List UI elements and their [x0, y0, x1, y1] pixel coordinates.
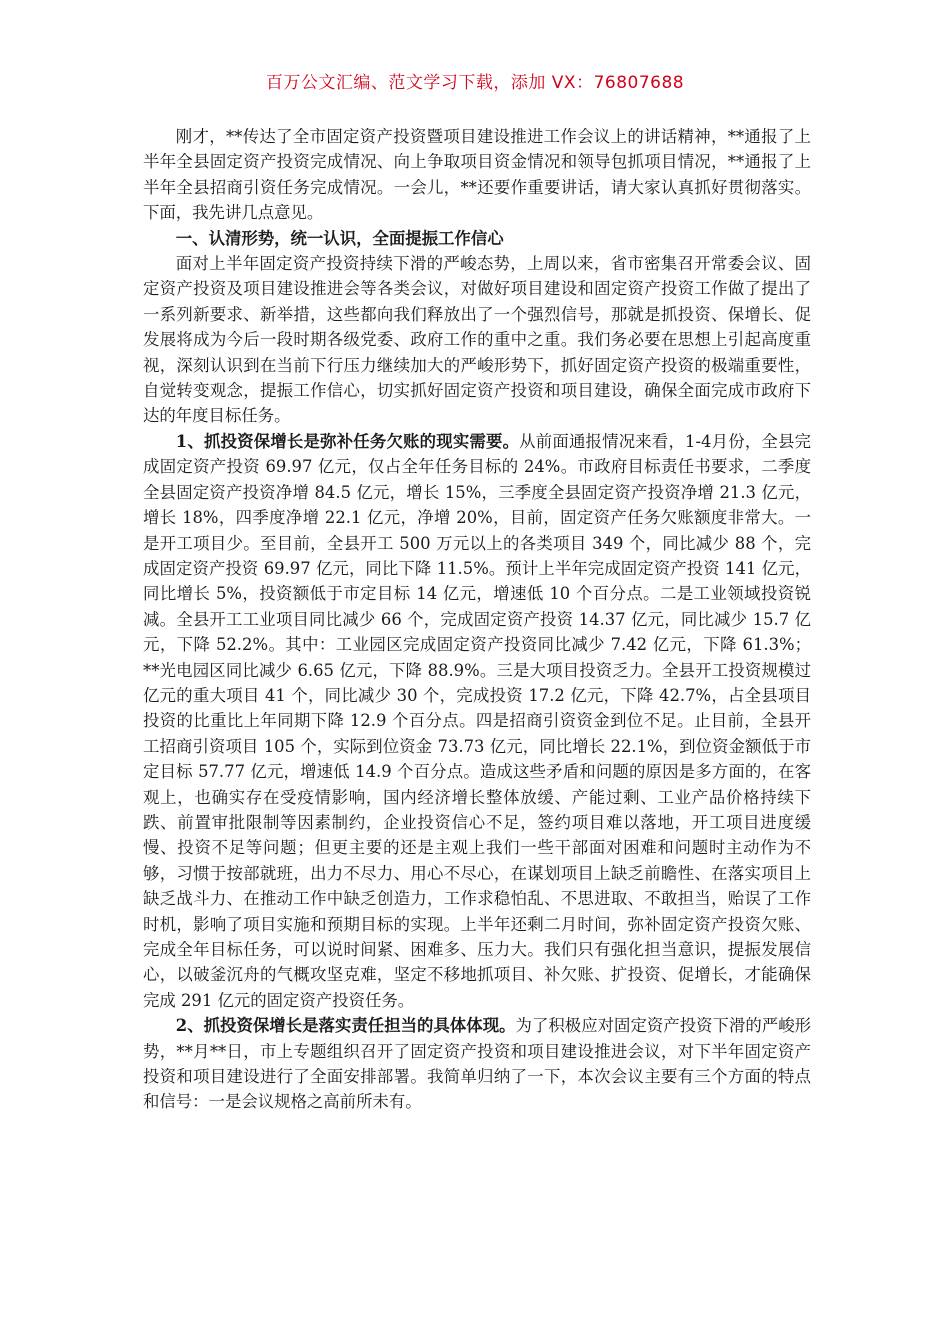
- point-2-title: 2、抓投资保增长是落实责任担当的具体体现。: [175, 1016, 516, 1036]
- paragraph-situation: 面对上半年固定资产投资持续下滑的严峻态势，上周以来，省市密集召开常委会议、固定资产投资及项目建设推进会等各类会议，对做好项目建设和固定资产投资工作做了提出了一系列新要求、新举措，这些都向我们释放出了一个强烈信号，那就是抓投资、保增长、促发展将成为今后一段时期各级党委、政府工作的重中之重。我们务必要在思想上引起高度重视，深刻认识到在当前下行压力继续加大的严峻形势下，抓好固定资产投资的极端重要性，自觉转变观念，提振工作信心，切实抓好固定资产投资和项目建设，确保全面完成市政府下达的年度目标任务。: [143, 254, 811, 426]
- watermark-header: 百万公文汇编、范文学习下载，添加 VX：76807688: [265, 73, 685, 93]
- paragraph-intro: 刚才，**传达了全市固定资产投资暨项目建设推进工作会议上的讲话精神，**通报了上半年全县固定资产投资完成情况、向上争取项目资金情况和领导包抓项目情况，**通报了上半年全县招商引资任务完成情况。一会儿，**还要作重要讲话，请大家认真抓好贯彻落实。下面，我先讲几点意见。: [143, 127, 811, 223]
- document-body: [143, 124, 811, 1115]
- section-heading-1: 一、认清形势，统一认识，全面提振工作信心: [175, 228, 504, 248]
- point-2-text: 为了积极应对固定资产投资下滑的严峻形势，**月**日，市上专题组织召开了固定资产投资和项目建设推进会议，对下半年固定资产投资和项目建设进行了全面安排部署。我简单归纳了一下，本次会议主要有三个方面的特点和信号：一是会议规格之高前所未有。: [143, 1016, 812, 1112]
- point-1-text: 从前面通报情况来看，1-4月份，全县完成固定资产投资 69.97 亿元，仅占全年任务目标的 24%。市政府目标责任书要求，二季度全县固定资产投资净增 84.5 亿元，增长 15%，三季度全县固定资产投资净增 21.3 亿元，增长 18%，四季度净增 22.1 亿元，净增 20%，目前，固定资产任务欠账额度非常大。一是开工项目少。至目前，全县开工 500 万元以上的各类项目 349 个，同比减少 88 个，完成固定资产投资 69.97 亿元，同比下降 11.5%。预计上半年完成固定资产投资 141 亿元，同比增长 5%，投资额低于市定目标 14 亿元，增速低 10 个百分点。二是工业领域投资锐减。全县开工工业项目同比减少 66 个，完成固定资产投资 14.37 亿元，同比减少 15.7 亿元，下降 52.2%。其中：工业园区完成固定资产投资同比减少 7.42 亿元，下降 61.3%；**光电园区同比减少 6.65 亿元，下降 88.9%。三是大项目投资乏力。全县开工投资规模过亿元的重大项目 41 个，同比减少 30 个，完成投资 17.2 亿元，下降 42.7%，占全县项目投资的比重比上年同期下降 12.9 个百分点。四是招商引资资金到位不足。止目前，全县开工招商引资项目 105 个，实际到位资金 73.73 亿元，同比增长 22.1%，到位资金额低于市定目标 57.77 亿元，增速低 14.9 个百分点。造成这些矛盾和问题的原因是多方面的，在客观上，也确实存在受疫情影响，国内经济增长整体放缓、产能过剩、工业产品价格持续下跌、前置审批限制等因素制约，企业投资信心不足，签约项目难以落地，开工项目进度缓慢、投资不足等问题；但更主要的还是主观上我们一些干部面对困难和问题时主动作为不够，习惯于按部就班，出力不尽力、用心不尽心，在谋划项目上缺乏前瞻性、在落实项目上缺乏战斗力、在推动工作中缺乏创造力，工作求稳怕乱、不思进取、不敢担当，贻误了工作时机，影响了项目实施和预期目标的实现。上半年还剩二月时间，弥补固定资产投资欠账、完成全年目标任务，可以说时间紧、困难多、压力大。我们只有强化担当意识，提振发展信心，以破釜沉舟的气概攻坚克难，坚定不移地抓项目、补欠账、扩投资、促增长，才能确保完成 291 亿元的固定资产投资任务。: [143, 431, 811, 1010]
- paragraph-point-2: [143, 1013, 811, 1115]
- point-1-title: 1、抓投资保增长是弥补任务欠账的现实需要。: [175, 431, 520, 451]
- paragraph-point-1: [143, 429, 811, 1013]
